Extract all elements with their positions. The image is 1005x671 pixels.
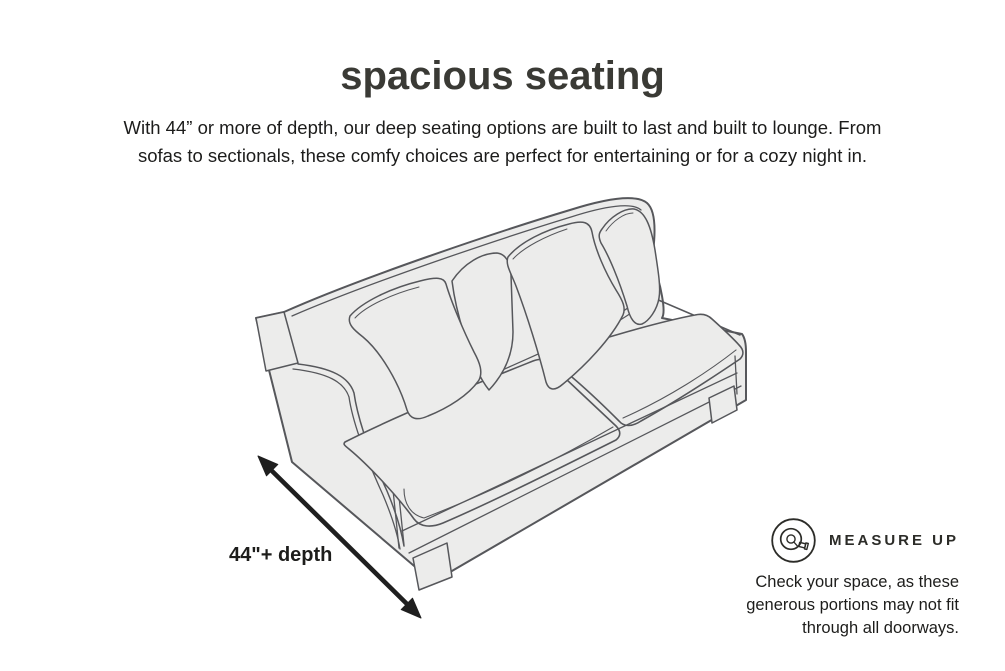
intro-paragraph (0, 114, 1005, 170)
measure-up-header (629, 517, 959, 564)
intro-line: sofas to sectionals, these comfy choices are perfect for entertaining or for a cozy night in. (137, 145, 868, 166)
measure-up-heading: MEASURE UP (828, 532, 959, 549)
measure-up-note-line: through all doorways. (802, 619, 959, 637)
measure-up-note-line: Check your space, as these (755, 573, 959, 591)
depth-dimension-label: 44"+ depth (229, 544, 333, 566)
measure-up-note-line: generous portions may not fit (746, 596, 959, 614)
tape-measure-icon (770, 517, 817, 564)
measure-up-callout (629, 517, 959, 640)
intro-line: With 44” or more of depth, our deep seating options are built to last and built to lounge. From (123, 117, 882, 138)
page-title: spacious seating (340, 54, 665, 98)
measure-up-note (629, 571, 959, 640)
